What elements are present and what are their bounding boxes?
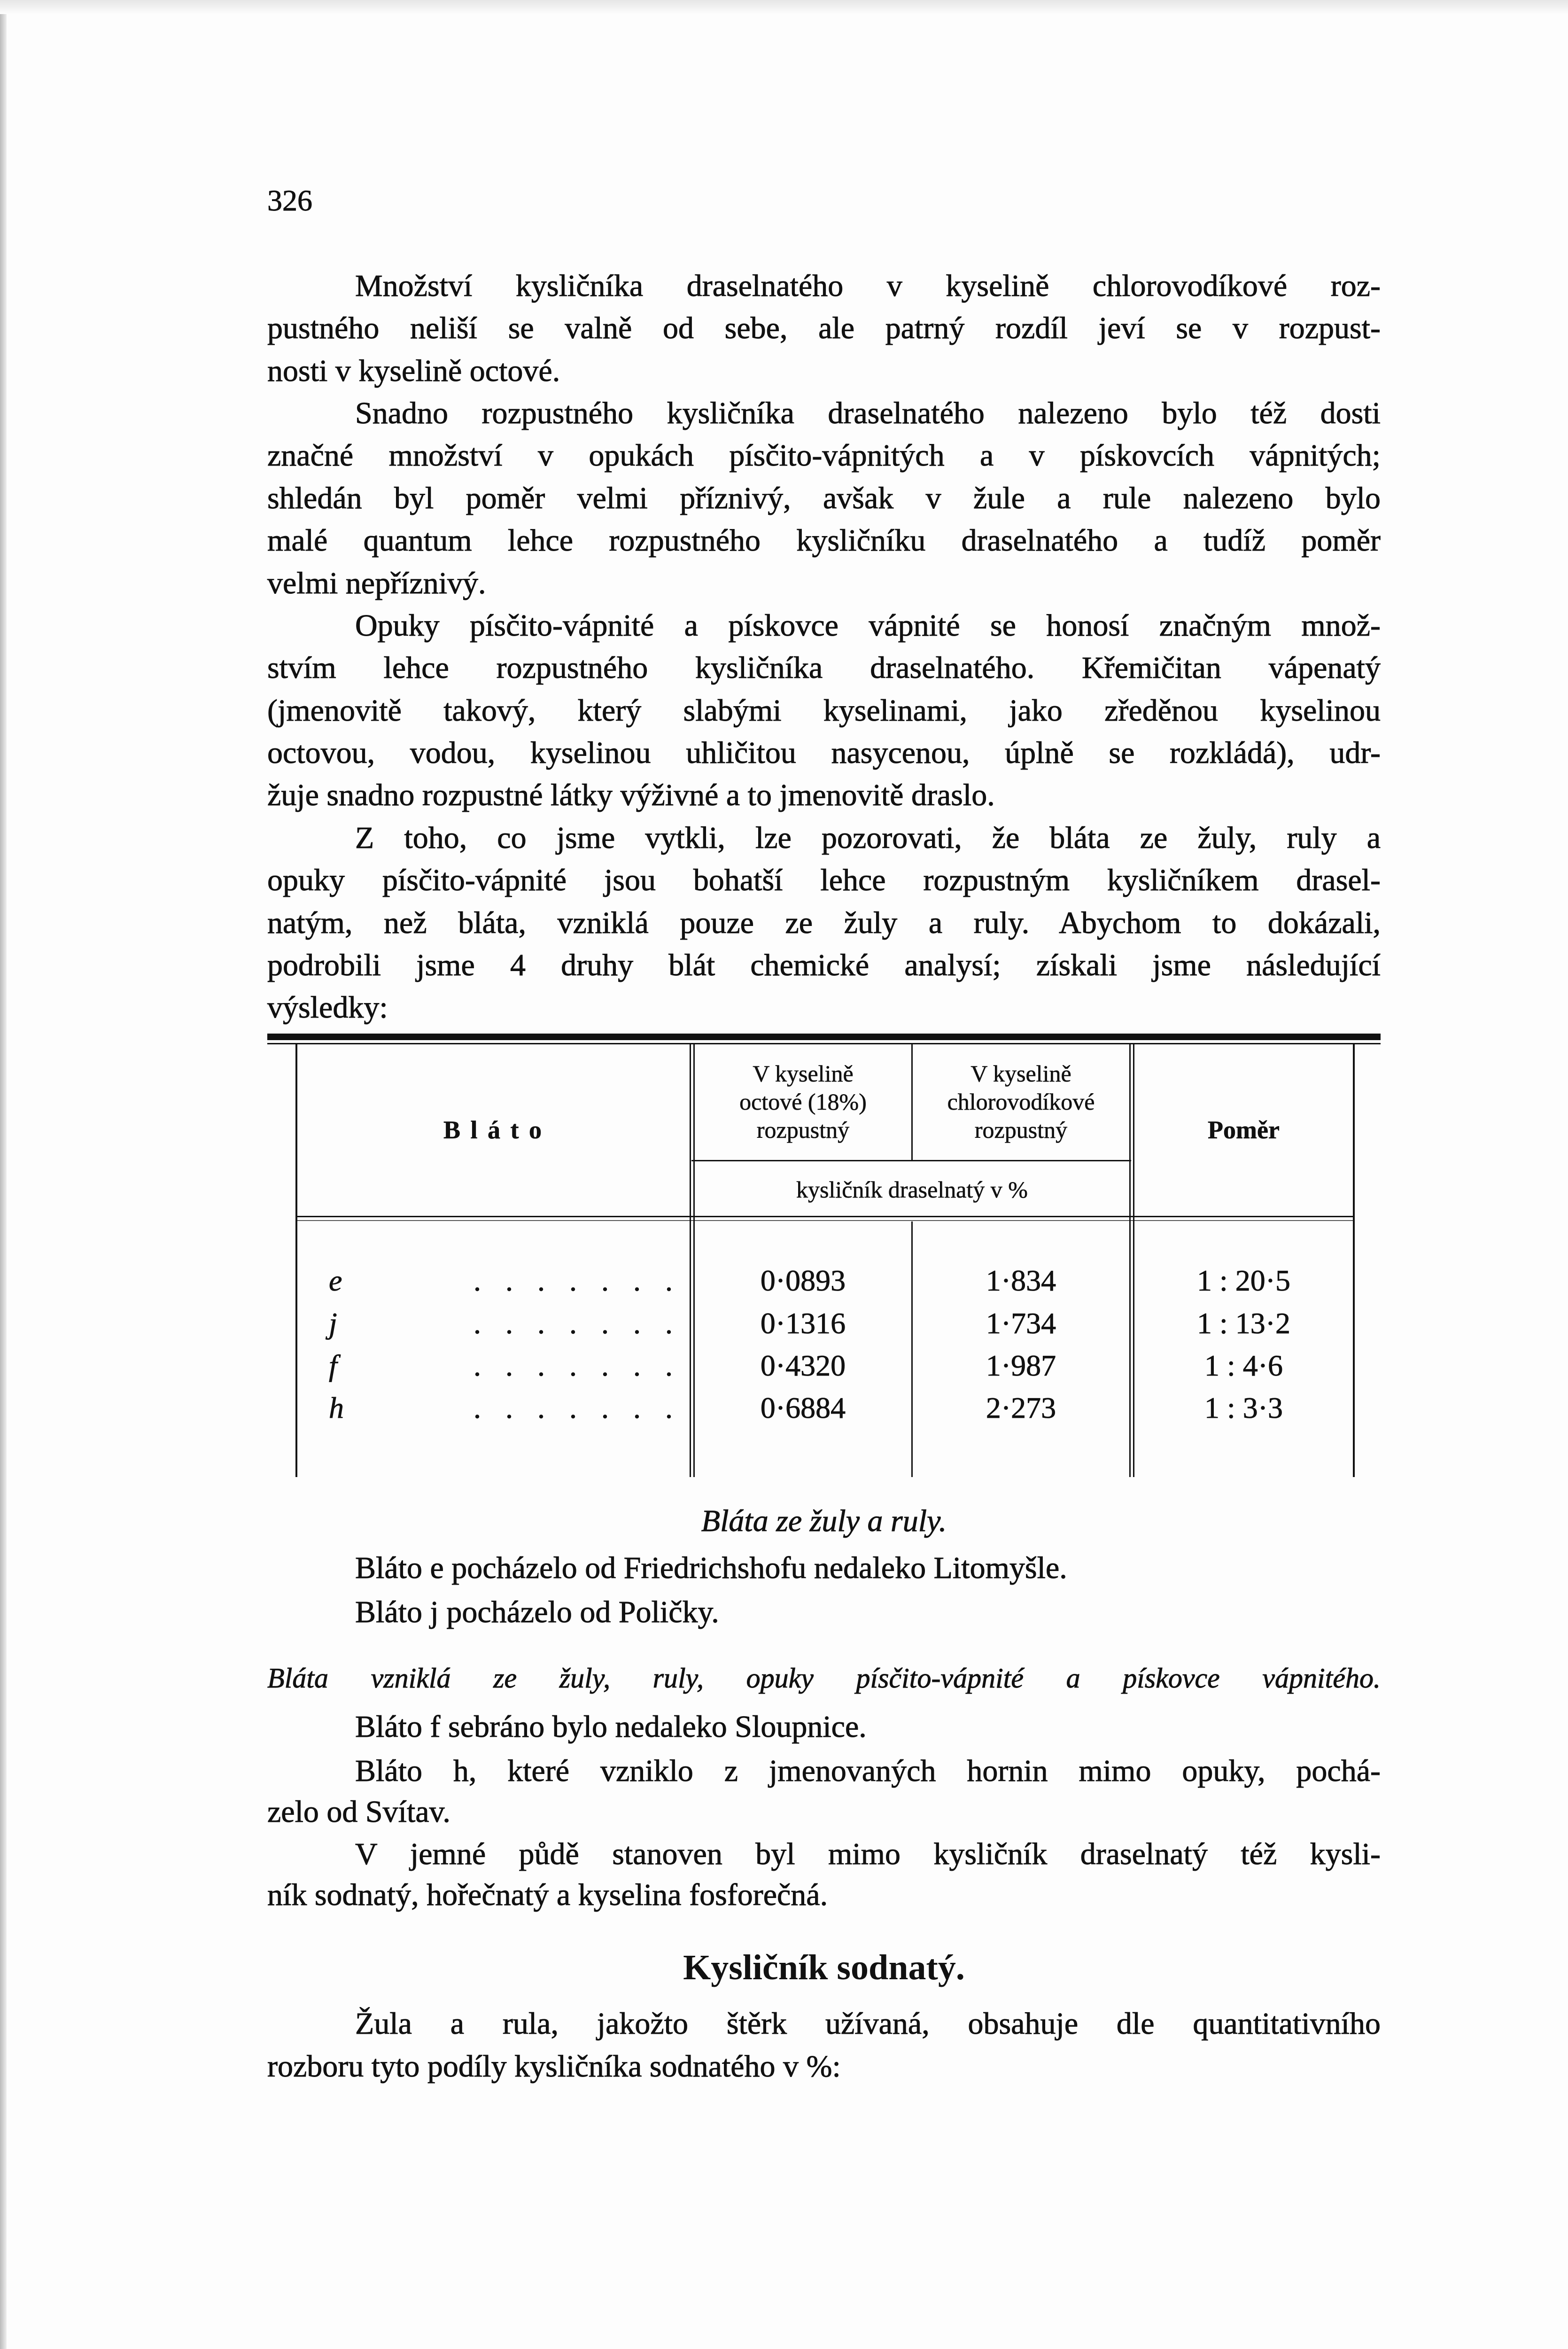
text-line: nosti v kyselině octové. (267, 354, 560, 388)
cell-ratio: 1 : 13·2 (1196, 1307, 1291, 1340)
cell-hcl: 1·734 (986, 1307, 1056, 1340)
text-line: výsledky: (267, 990, 388, 1025)
cell-acetic: 0·6884 (760, 1391, 846, 1424)
cell-hcl: 1·987 (986, 1349, 1056, 1382)
cell-hcl: 2·273 (986, 1391, 1056, 1424)
row-label: h (329, 1391, 344, 1424)
header-acetic-line: octové (18%) (739, 1089, 867, 1115)
text-line: značné množství v opukách písčito-vápnitých a v pískovcích vápnitých; (267, 438, 1381, 473)
text-line: ník sodnatý, hořečnatý a kyselina fosforečná. (267, 1878, 828, 1912)
cell-acetic: 0·0893 (760, 1264, 846, 1297)
text-line: Bláto h, které vzniklo z jmenovaných hornin mimo opuky, pochá- (355, 1754, 1381, 1788)
table-header-bottom-rule (295, 1220, 1355, 1221)
text-line: opuky písčito-vápnité jsou bohatší lehce rozpustným kysličníkem drasel- (267, 863, 1381, 897)
table-top-thick-rule (267, 1034, 1381, 1040)
text-line: Bláto j pocházelo od Poličky. (355, 1595, 719, 1629)
cell-ratio: 1 : 3·3 (1204, 1391, 1283, 1424)
header-acetic-line: rozpustný (756, 1117, 850, 1143)
row-dots: . . . . . . . (474, 1349, 681, 1382)
header-hcl-line: V kyselině (970, 1060, 1071, 1087)
table-vline (1129, 1044, 1131, 1477)
page-top-shadow (0, 0, 1568, 14)
page-edge-shadow (0, 0, 7, 2349)
text-line: malé quantum lehce rozpustného kysličníku draselnatého a tudíž poměr (267, 523, 1381, 558)
text-line: V jemné půdě stanoven byl mimo kysličník draselnatý též kysli- (355, 1837, 1381, 1871)
row-dots: . . . . . . . (474, 1264, 681, 1297)
text-line: Snadno rozpustného kysličníka draselnatého nalezeno bylo též dosti (355, 396, 1381, 430)
text-line: (jmenovitě takový, který slabými kyselinami, jako zředěnou kyselinou (267, 693, 1381, 728)
text-line: Bláto e pocházelo od Friedrichshofu nedaleko Litomyšle. (355, 1551, 1067, 1585)
text-line: zelo od Svítav. (267, 1795, 450, 1829)
table-header-split-rule (691, 1160, 1131, 1161)
table-vline (690, 1044, 691, 1477)
text-line: žuje snadno rozpustné látky výživné a to jmenovitě draslo. (267, 778, 995, 812)
table-header-bottom-rule (295, 1216, 1355, 1217)
row-dots: . . . . . . . (474, 1307, 681, 1340)
cell-acetic: 0·4320 (760, 1349, 846, 1382)
text-line: pustného neliší se valně od sebe, ale patrný rozdíl jeví se v rozpust- (267, 311, 1381, 345)
text-line: stvím lehce rozpustného kysličníka draselnatého. Křemičitan vápenatý (267, 651, 1381, 685)
text-line: Z toho, co jsme vytkli, lze pozorovati, že bláta ze žuly, ruly a (355, 821, 1381, 855)
section-heading: Kysličník sodnatý. (683, 1948, 965, 1987)
table-vline (1353, 1044, 1355, 1477)
header-hcl-line: rozpustný (974, 1117, 1068, 1143)
cell-ratio: 1 : 4·6 (1204, 1349, 1283, 1382)
text-line: octovou, vodou, kyselinou uhličitou nasycenou, úplně se rozkládá), udr- (267, 736, 1381, 770)
text-line: natým, než bláta, vzniklá pouze ze žuly a ruly. Abychom to dokázali, (267, 906, 1381, 940)
header-acetic-line: V kyselině (753, 1060, 854, 1087)
header-ratio: Poměr (1208, 1116, 1280, 1144)
row-label: e (329, 1264, 342, 1297)
cell-acetic: 0·1316 (760, 1307, 846, 1340)
text-line: Žula a rula, jakožto štěrk užívaná, obsahuje dle quantitativního (355, 2007, 1381, 2041)
text-line: podrobili jsme 4 druhy blát chemické analysí; získali jsme následující (267, 948, 1381, 982)
header-unit: kysličník draselnatý v % (796, 1176, 1028, 1203)
text-line: Bláto f sebráno bylo nedaleko Sloupnice. (355, 1710, 867, 1744)
table-vline (295, 1044, 297, 1477)
table-top-thin-rule (267, 1043, 1381, 1044)
header-blato: B l á t o (443, 1116, 543, 1144)
row-dots: . . . . . . . (474, 1391, 681, 1424)
text-line: rozboru tyto podíly kysličníka sodnatého v %: (267, 2049, 841, 2084)
text-line: shledán byl poměr velmi příznivý, avšak v žule a rule nalezeno bylo (267, 481, 1381, 515)
row-label: j (329, 1307, 337, 1340)
cell-ratio: 1 : 20·5 (1196, 1264, 1291, 1297)
row-label: f (329, 1349, 337, 1382)
text-line: velmi nepříznivý. (267, 566, 486, 600)
cell-hcl: 1·834 (986, 1264, 1056, 1297)
text-line: Opuky písčito-vápnité a pískovce vápnité se honosí značným množ- (355, 608, 1381, 643)
text-line: Množství kysličníka draselnatého v kyselině chlorovodíkové roz- (355, 269, 1381, 303)
header-hcl-line: chlorovodíkové (947, 1089, 1095, 1115)
section-title: Bláta vzniklá ze žuly, ruly, opuky písčito-vápnité a pískovce vápnitého. (267, 1663, 1381, 1694)
page-number: 326 (267, 184, 312, 217)
section-title: Bláta ze žuly a ruly. (701, 1504, 947, 1538)
